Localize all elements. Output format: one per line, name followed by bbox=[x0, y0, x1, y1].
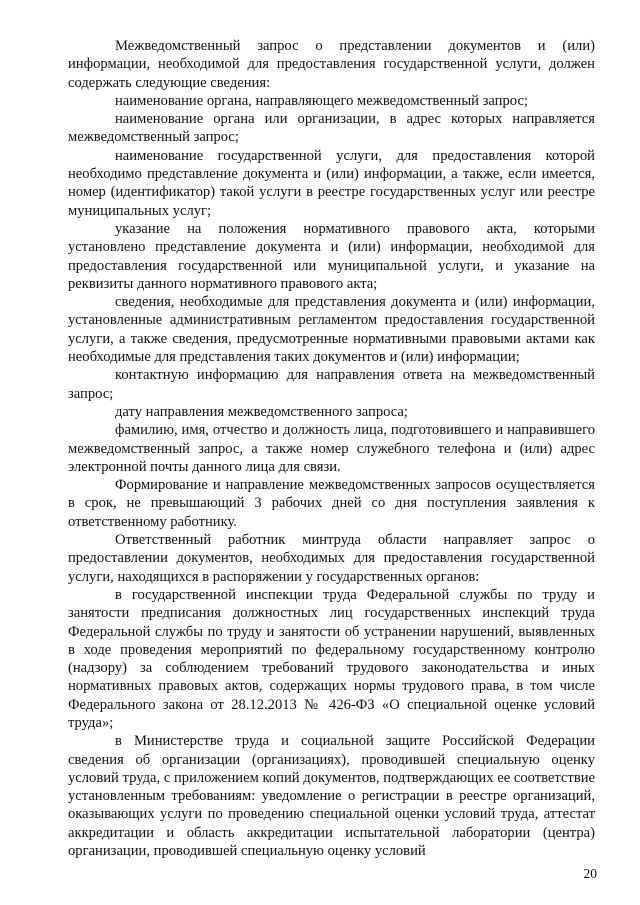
paragraph-service-name: наименование государственной услуги, для предоставления которой необходимо представление документа и (или) информации, а также, если имеется, номер (идентификатор) такой услуги в реестре государственных услуг или реестре муниципальных услуг; bbox=[68, 147, 595, 219]
paragraph-request-contents: Межведомственный запрос о представлении документов и (или) информации, необходимой для предоставления государственной услуги, должен содержать следующие сведения: bbox=[68, 38, 595, 91]
paragraph-required-information: сведения, необходимые для представления документа и (или) информации, установленные административным регламентом предоставления государственной услуги, а также сведения, предусмотренные нормативными правовыми актами как необходимые для представления таких документов и (или) информации; bbox=[68, 294, 595, 366]
paragraph-recipient-name: наименование органа или организации, в адрес которых направляется межведомственный запрос; bbox=[68, 111, 595, 146]
paragraph-legal-act-reference: указание на положения нормативного правового акта, которыми установлено представление документа и (или) информации, необходимой для предоставления государственной или муниципальной услуги, и указание на реквизиты данного нормативного правового акта; bbox=[68, 220, 595, 292]
paragraph-labor-inspection: в государственной инспекции труда Федеральной службы по труду и занятости предписания должностных лиц государственных инспекций труда Федеральной службы по труду и занятости об устранении нарушений, выявленных в ходе проведения мероприятий по федеральному государственному контролю (надзору) за соблюдением требований трудового законодательства и иных нормативных правовых актов, содержащих нормы трудового права, в том числе Федерального закона от 28.12.2013 № 426-ФЗ «О специальной оценке условий труда»; bbox=[68, 586, 595, 731]
paragraph-contact-information: контактную информацию для направления ответа на межведомственный запрос; bbox=[68, 367, 595, 402]
paragraph-responsible-person: фамилию, имя, отчество и должность лица, подготовившего и направившего межведомственный запрос, а также номер служебного телефона и (или) адрес электронной почты данного лица для связи. bbox=[68, 422, 595, 475]
paragraph-requesting-body-name: наименование органа, направляющего межведомственный запрос; bbox=[115, 92, 528, 109]
paragraph-ministry-of-labor: в Министерстве труда и социальной защите Российской Федерации сведения об организации (организациях), проводившей специальную оценку условий труда, с приложением копий документов, подтверждающих ее соответствие установленным требованиям: уведомление о регистрации в реестре организаций, оказывающих услуги по проведению специальной оценки условий труда, аттестат аккредитации и область аккредитации испытательной лаборатории (центра) организации, проводившей специальную оценку условий bbox=[68, 733, 595, 860]
paragraph-request-date: дату направления межведомственного запроса; bbox=[115, 403, 408, 420]
paragraph-request-deadline: Формирование и направление межведомственных запросов осуществляется в срок, не превышающий 3 рабочих дней со дня поступления заявления к ответственному работнику. bbox=[68, 477, 595, 530]
document-body bbox=[68, 37, 595, 860]
page-number: 20 bbox=[583, 866, 597, 881]
paragraph-responsible-worker: Ответственный работник минтруда области направляет запрос о предоставлении документов, необходимых для предоставления государственной услуги, находящихся в распоряжении у государственных органов: bbox=[68, 532, 595, 585]
